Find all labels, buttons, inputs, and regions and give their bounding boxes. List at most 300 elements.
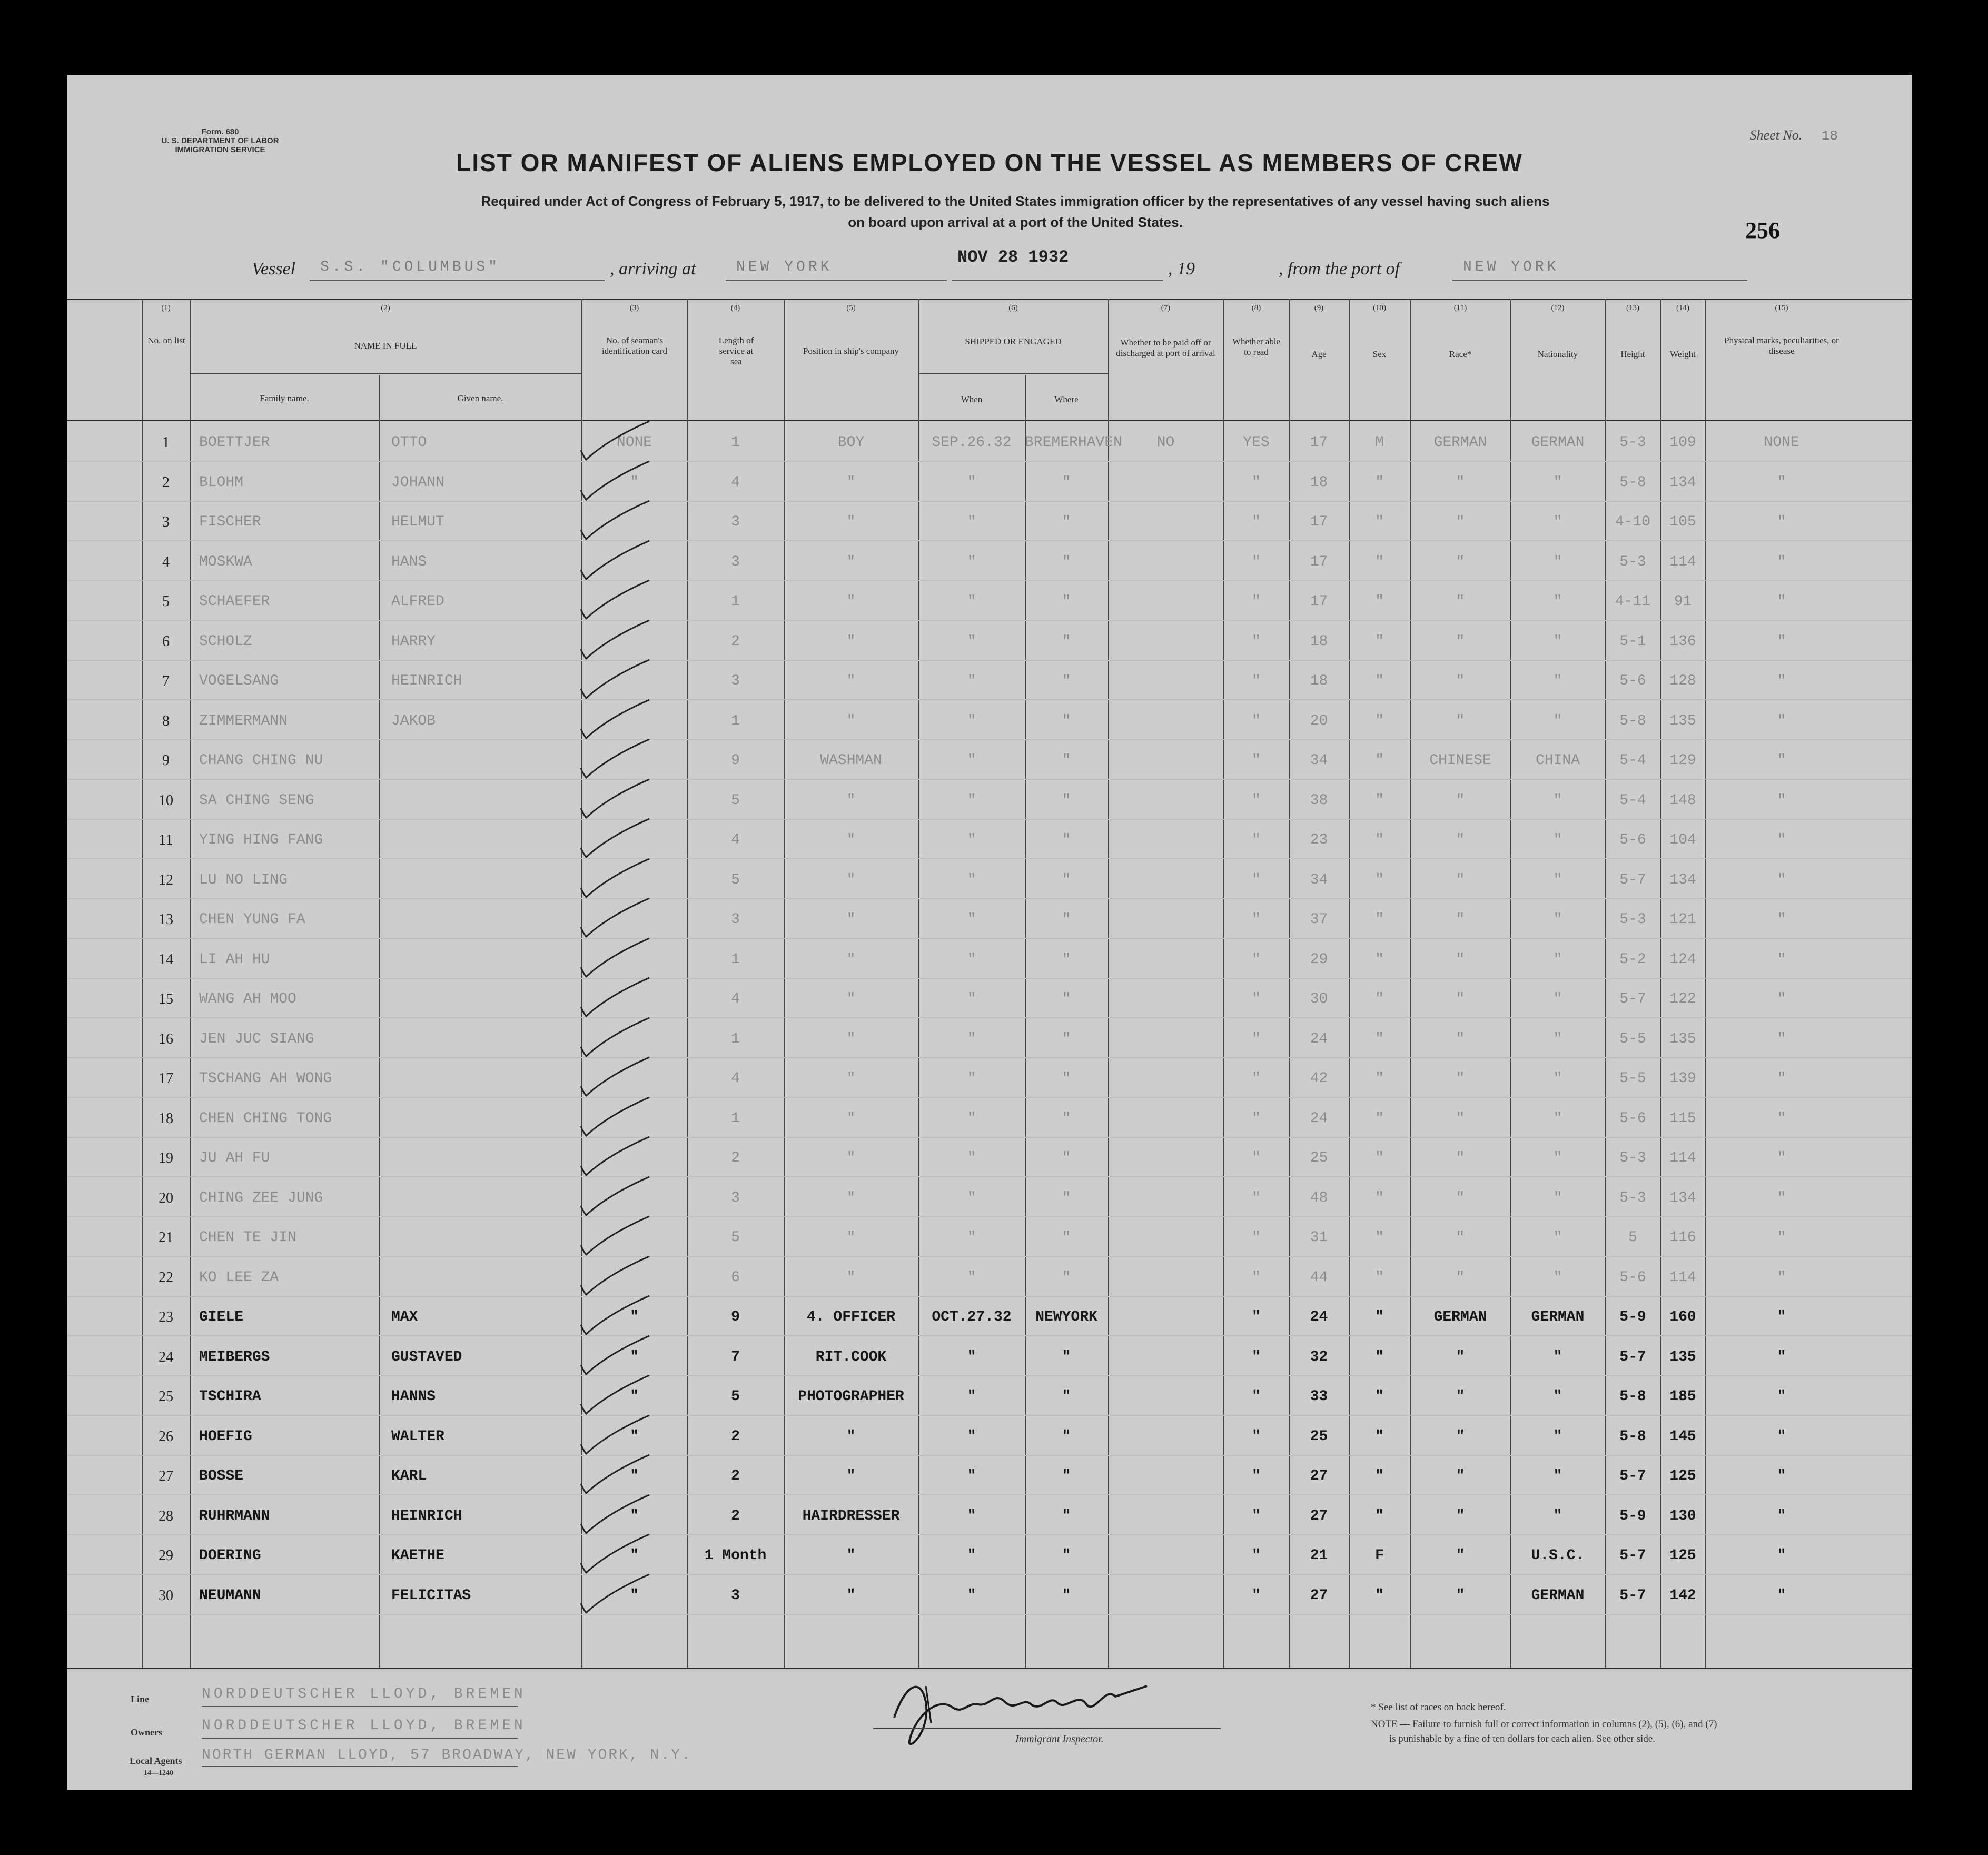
row-rule [67, 819, 1912, 820]
cell-age: 17 [1310, 434, 1328, 451]
cell-given: MAX [391, 1309, 418, 1325]
cell-given: HELMUT [391, 514, 444, 530]
cell-weight: 142 [1669, 1587, 1696, 1604]
print-code: 14—1240 [144, 1769, 173, 1777]
cell-race: " [1456, 1070, 1465, 1087]
cell-no: 21 [159, 1229, 173, 1246]
cell-age: 30 [1310, 991, 1328, 1007]
vessel-line [252, 247, 1779, 282]
row-rule [67, 1176, 1912, 1177]
manifest-sheet [67, 75, 1912, 1790]
cell-no: 25 [159, 1388, 173, 1405]
cell-sex: " [1375, 1150, 1384, 1166]
row-rule [67, 938, 1912, 939]
cell-card: " [630, 1587, 639, 1604]
arrival-date: NOV 28 1932 [957, 247, 1069, 267]
cell-position: 4. OFFICER [806, 1309, 896, 1325]
cell-where: " [1062, 1468, 1071, 1484]
cell-where: " [1062, 1548, 1071, 1564]
cell-where: " [1062, 911, 1071, 928]
cell-weight: 135 [1669, 1030, 1696, 1047]
cell-weight: 128 [1669, 673, 1696, 689]
cell-where: " [1062, 1428, 1071, 1445]
cell-race: " [1456, 553, 1465, 570]
cell-race: " [1456, 1269, 1465, 1286]
cell-length: 1 [731, 1030, 740, 1047]
cell-length: 1 [731, 712, 740, 729]
cell-where: " [1062, 1269, 1071, 1286]
cell-nationality: " [1553, 633, 1562, 650]
col-5-number: (5) [846, 304, 856, 312]
subtitle-line-2: on board upon arrival at a port of the United States. [848, 214, 1183, 230]
note-label: NOTE [1371, 1719, 1398, 1730]
cell-family: BOETTJER [199, 434, 270, 451]
cell-age: 25 [1310, 1150, 1328, 1166]
cell-weight: 135 [1669, 712, 1696, 729]
cell-length: 3 [731, 1189, 740, 1206]
arriving-label: , arriving at [610, 259, 696, 279]
cell-where: " [1062, 633, 1071, 650]
cell-nationality: " [1553, 1189, 1562, 1206]
cell-read: " [1252, 991, 1261, 1007]
cell-given: JOHANN [391, 474, 444, 491]
cell-weight: 122 [1669, 991, 1696, 1007]
cell-weight: 116 [1669, 1229, 1696, 1246]
cell-position: " [846, 1468, 856, 1484]
cell-when: " [967, 951, 976, 968]
cell-nationality: " [1553, 474, 1562, 491]
cell-no: 23 [159, 1309, 173, 1325]
cell-position: " [846, 1587, 856, 1604]
cell-age: 34 [1310, 871, 1328, 888]
cell-race: " [1456, 832, 1465, 848]
cell-marks: " [1777, 1030, 1786, 1047]
cell-age: 18 [1310, 474, 1328, 491]
col-13-number: (13) [1626, 304, 1639, 312]
cell-where: " [1062, 712, 1071, 729]
cell-when: " [967, 1030, 976, 1047]
vessel-name: S.S. "COLUMBUS" [320, 259, 501, 275]
cell-weight: 124 [1669, 951, 1696, 968]
cell-weight: 136 [1669, 633, 1696, 650]
cell-sex: " [1375, 752, 1384, 769]
cell-read: YES [1243, 434, 1270, 451]
cell-marks: " [1777, 1189, 1786, 1206]
cell-family: CHING ZEE JUNG [199, 1189, 323, 1206]
cell-where: " [1062, 871, 1071, 888]
cell-family: JEN JUC SIANG [199, 1030, 314, 1047]
cell-age: 24 [1310, 1030, 1328, 1047]
row-rule [67, 858, 1912, 859]
cell-where: " [1062, 514, 1071, 530]
cell-position: " [846, 991, 856, 1007]
cell-no: 16 [159, 1030, 173, 1047]
cell-race: " [1456, 1229, 1465, 1246]
cell-given: HANS [391, 553, 427, 570]
cell-where: " [1062, 1110, 1071, 1127]
row-rule [67, 898, 1912, 899]
cell-position: " [846, 1428, 856, 1445]
cell-nationality: U.S.C. [1531, 1548, 1585, 1564]
cell-race: " [1456, 514, 1465, 530]
cell-nationality: " [1553, 1030, 1562, 1047]
cell-no: 13 [159, 911, 173, 928]
cell-sex: " [1375, 1269, 1384, 1286]
cell-age: 38 [1310, 792, 1328, 809]
row-rule [67, 1574, 1912, 1575]
cell-length: 3 [731, 673, 740, 689]
cell-weight: 115 [1669, 1110, 1696, 1127]
cell-where: " [1062, 792, 1071, 809]
row-rule [67, 1335, 1912, 1336]
cell-length: 9 [731, 752, 740, 769]
cell-family: LU NO LING [199, 871, 288, 888]
cell-given: OTTO [391, 434, 427, 451]
cell-read: " [1252, 1348, 1261, 1365]
cell-marks: " [1777, 1587, 1786, 1604]
cell-age: 48 [1310, 1189, 1328, 1206]
cell-height: 5-7 [1619, 1468, 1646, 1484]
cell-age: 23 [1310, 832, 1328, 848]
cell-height: 4-10 [1615, 514, 1651, 530]
cell-marks: " [1777, 1229, 1786, 1246]
cell-height: 5-7 [1619, 871, 1646, 888]
cell-length: 2 [731, 633, 740, 650]
row-rule [67, 1455, 1912, 1456]
cell-length: 2 [731, 1428, 740, 1445]
cell-when: " [967, 1428, 976, 1445]
cell-length: 1 [731, 434, 740, 451]
row-rule [67, 1097, 1912, 1098]
row-rule [67, 1256, 1912, 1257]
col-paid-off-header: Whether to be paid off or discharged at port of arrival [1116, 338, 1215, 358]
cell-length: 4 [731, 474, 740, 491]
row-rule [67, 978, 1912, 979]
cell-length: 1 Month [704, 1548, 767, 1564]
cell-age: 24 [1310, 1110, 1328, 1127]
cell-marks: " [1777, 1388, 1786, 1405]
cell-when: " [967, 673, 976, 689]
agents-label: Local Agents [130, 1755, 182, 1766]
cell-sex: " [1375, 1348, 1384, 1365]
cell-weight: 134 [1669, 474, 1696, 491]
col-14-number: (14) [1676, 304, 1689, 312]
cell-card: " [630, 1548, 639, 1564]
cell-given: HEINRICH [391, 673, 462, 689]
cell-length: 3 [731, 514, 740, 530]
inspector-label: Immigrant Inspector. [1015, 1733, 1104, 1745]
cell-height: 5-3 [1619, 1189, 1646, 1206]
cell-sex: " [1375, 553, 1384, 570]
cell-position: BOY [837, 434, 865, 451]
races-note: * See list of races on back hereof. [1371, 1702, 1506, 1713]
cell-length: 5 [731, 1229, 740, 1246]
cell-no: 27 [159, 1468, 173, 1484]
cell-when: " [967, 792, 976, 809]
cell-race: " [1456, 712, 1465, 729]
col-when-header: When [961, 394, 983, 404]
cell-weight: 121 [1669, 911, 1696, 928]
cell-weight: 114 [1669, 1269, 1696, 1286]
cell-nationality: " [1553, 593, 1562, 610]
col-marks-header: Physical marks, peculiarities, or disease [1724, 335, 1839, 356]
cell-race: " [1456, 633, 1465, 650]
cell-card: " [630, 1507, 639, 1524]
cell-nationality: " [1553, 553, 1562, 570]
cell-read: " [1252, 593, 1261, 610]
cell-weight: 134 [1669, 1189, 1696, 1206]
cell-read: " [1252, 1428, 1261, 1445]
row-rule [67, 1216, 1912, 1217]
cell-position: " [846, 1269, 856, 1286]
col-family-name-header: Family name. [260, 393, 309, 403]
cell-length: 5 [731, 871, 740, 888]
cell-position: " [846, 1070, 856, 1087]
row-rule [67, 1494, 1912, 1495]
cell-no: 10 [159, 792, 173, 809]
cell-age: 18 [1310, 633, 1328, 650]
row-rule [67, 699, 1912, 700]
cell-age: 44 [1310, 1269, 1328, 1286]
row-rule [67, 1057, 1912, 1058]
cell-family: CHEN CHING TONG [199, 1110, 332, 1127]
cell-marks: " [1777, 1150, 1786, 1166]
cell-nationality: " [1553, 1110, 1562, 1127]
cell-when: " [967, 1587, 976, 1604]
row-rule [67, 1614, 1912, 1615]
row-rule [67, 739, 1912, 740]
cell-height: 5-3 [1619, 434, 1646, 451]
cell-no: 22 [159, 1269, 173, 1286]
cell-where: " [1062, 553, 1071, 570]
cell-weight: 104 [1669, 832, 1696, 848]
col-given-name-header: Given name. [457, 393, 503, 403]
cell-marks: " [1777, 593, 1786, 610]
cell-nationality: " [1553, 673, 1562, 689]
cell-race: " [1456, 1030, 1465, 1047]
col-where-header: Where [1054, 394, 1079, 404]
service-name: IMMIGRATION SERVICE [175, 145, 265, 154]
cell-no: 26 [159, 1428, 173, 1445]
cell-race: " [1456, 1428, 1465, 1445]
col-sex-header: Sex [1372, 349, 1387, 359]
cell-height: 5-3 [1619, 911, 1646, 928]
cell-family: SCHAEFER [199, 593, 270, 610]
cell-when: " [967, 1150, 976, 1166]
cell-read: " [1252, 633, 1261, 650]
cell-race: " [1456, 991, 1465, 1007]
cell-weight: 125 [1669, 1548, 1696, 1564]
col-15-number: (15) [1775, 304, 1788, 312]
cell-marks: " [1777, 752, 1786, 769]
cell-family: MOSKWA [199, 553, 252, 570]
row-rule [67, 580, 1912, 581]
arriving-port: NEW YORK [736, 259, 833, 275]
cell-age: 24 [1310, 1309, 1328, 1325]
cell-card: " [630, 1428, 639, 1445]
col-1-number: (1) [161, 304, 171, 312]
cell-family: RUHRMANN [199, 1507, 270, 1524]
cell-given: ALFRED [391, 593, 444, 610]
cell-nationality: " [1553, 1428, 1562, 1445]
cell-card: " [630, 1468, 639, 1484]
cell-given: HANNS [391, 1388, 436, 1405]
cell-family: TSCHIRA [199, 1388, 261, 1405]
cell-weight: 125 [1669, 1468, 1696, 1484]
cell-age: 27 [1310, 1468, 1328, 1484]
cell-race: " [1456, 673, 1465, 689]
cell-read: " [1252, 1030, 1261, 1047]
cell-race: " [1456, 911, 1465, 928]
row-rule [67, 660, 1912, 661]
col-9-number: (9) [1314, 304, 1324, 312]
cell-family: DOERING [199, 1548, 261, 1564]
cell-race: " [1456, 1189, 1465, 1206]
cell-when: " [967, 1548, 976, 1564]
cell-age: 17 [1310, 593, 1328, 610]
cell-given: KARL [391, 1468, 427, 1484]
row-rule [67, 461, 1912, 462]
cell-when: " [967, 1507, 976, 1524]
cell-family: BOSSE [199, 1468, 244, 1484]
cell-marks: " [1777, 514, 1786, 530]
cell-race: " [1456, 1468, 1465, 1484]
cell-where: " [1062, 1070, 1071, 1087]
cell-read: " [1252, 673, 1261, 689]
cell-nationality: " [1553, 871, 1562, 888]
cell-where: " [1062, 474, 1071, 491]
cell-where: " [1062, 673, 1071, 689]
cell-when: " [967, 1269, 976, 1286]
cell-race: " [1456, 1348, 1465, 1365]
cell-nationality: " [1553, 712, 1562, 729]
cell-weight: 114 [1669, 1150, 1696, 1166]
col-12-number: (12) [1551, 304, 1565, 312]
penalty-note [1371, 1719, 1717, 1730]
cell-race: " [1456, 871, 1465, 888]
cell-height: 5-8 [1619, 474, 1646, 491]
cell-given: GUSTAVED [391, 1348, 462, 1365]
cell-no: 5 [162, 593, 170, 610]
cell-sex: " [1375, 1110, 1384, 1127]
cell-height: 5-6 [1619, 832, 1646, 848]
cell-marks: " [1777, 712, 1786, 729]
cell-weight: 135 [1669, 1348, 1696, 1365]
cell-race: " [1456, 593, 1465, 610]
cell-weight: 185 [1669, 1388, 1696, 1405]
manifest-table [67, 299, 1912, 1683]
row-rule [67, 779, 1912, 780]
cell-when: " [967, 514, 976, 530]
cell-where: " [1062, 991, 1071, 1007]
cell-read: " [1252, 1110, 1261, 1127]
cell-race: " [1456, 1110, 1465, 1127]
cell-no: 1 [162, 434, 170, 451]
row-rule [67, 1375, 1912, 1376]
cell-height: 5-6 [1619, 673, 1646, 689]
cell-length: 4 [731, 1070, 740, 1087]
cell-length: 6 [731, 1269, 740, 1286]
cell-height: 5-7 [1619, 1548, 1646, 1564]
cell-position: " [846, 712, 856, 729]
col-4-number: (4) [730, 304, 740, 312]
cell-height: 5-8 [1619, 1428, 1646, 1445]
cell-sex: " [1375, 712, 1384, 729]
cell-length: 2 [731, 1468, 740, 1484]
sheet-number-field [1750, 127, 1838, 144]
cell-sex: " [1375, 832, 1384, 848]
col-nationality-header: Nationality [1537, 349, 1578, 359]
col-10-number: (10) [1373, 304, 1386, 312]
cell-where: " [1062, 752, 1071, 769]
cell-family: TSCHANG AH WONG [199, 1070, 332, 1087]
cell-age: 33 [1310, 1388, 1328, 1405]
cell-race: " [1456, 1507, 1465, 1524]
cell-where: NEWYORK [1035, 1309, 1097, 1325]
cell-read: " [1252, 1587, 1261, 1604]
cell-age: 27 [1310, 1507, 1328, 1524]
cell-marks: " [1777, 832, 1786, 848]
cell-age: 17 [1310, 514, 1328, 530]
cell-marks: " [1777, 951, 1786, 968]
cell-sex: " [1375, 514, 1384, 530]
cell-no: 19 [159, 1150, 173, 1166]
cell-length: 3 [731, 911, 740, 928]
cell-weight: 145 [1669, 1428, 1696, 1445]
cell-sex: " [1375, 633, 1384, 650]
cell-marks: " [1777, 871, 1786, 888]
cell-sex: " [1375, 1507, 1384, 1524]
cell-read: " [1252, 752, 1261, 769]
cell-sex: " [1375, 1309, 1384, 1325]
cell-where: " [1062, 1348, 1071, 1365]
department-name: U. S. DEPARTMENT OF LABOR [161, 136, 279, 145]
cell-height: 5-7 [1619, 1587, 1646, 1604]
cell-marks: " [1777, 673, 1786, 689]
cell-family: JU AH FU [199, 1150, 270, 1166]
cell-race: " [1456, 1548, 1465, 1564]
cell-given: HEINRICH [391, 1507, 462, 1524]
cell-race: " [1456, 792, 1465, 809]
cell-given: JAKOB [391, 712, 436, 729]
cell-no: 9 [162, 752, 170, 769]
cell-where: " [1062, 593, 1071, 610]
cell-no: 7 [162, 673, 170, 689]
cell-sex: " [1375, 1587, 1384, 1604]
cell-length: 5 [731, 792, 740, 809]
cell-height: 5-6 [1619, 1110, 1646, 1127]
cell-marks: " [1777, 1548, 1786, 1564]
cell-race: GERMAN [1433, 434, 1487, 451]
cell-race: " [1456, 1587, 1465, 1604]
sheet-number: 18 [1821, 128, 1838, 144]
cell-weight: 105 [1669, 514, 1696, 530]
cell-sex: " [1375, 991, 1384, 1007]
cell-no: 8 [162, 712, 170, 729]
cell-read: " [1252, 1507, 1261, 1524]
cell-read: " [1252, 871, 1261, 888]
cell-position: HAIRDRESSER [802, 1507, 900, 1524]
cell-position: " [846, 1150, 856, 1166]
subtitle-line-1: Required under Act of Congress of February 5, 1917, to be delivered to the United States immigration officer by the representatives of any vessel having such aliens [481, 193, 1550, 209]
cell-height: 5-9 [1619, 1507, 1646, 1524]
cell-given: FELICITAS [391, 1587, 471, 1604]
cell-sex: " [1375, 871, 1384, 888]
cell-sex: " [1375, 1468, 1384, 1484]
cell-length: 3 [731, 553, 740, 570]
cell-marks: " [1777, 1269, 1786, 1286]
cell-position: " [846, 514, 856, 530]
